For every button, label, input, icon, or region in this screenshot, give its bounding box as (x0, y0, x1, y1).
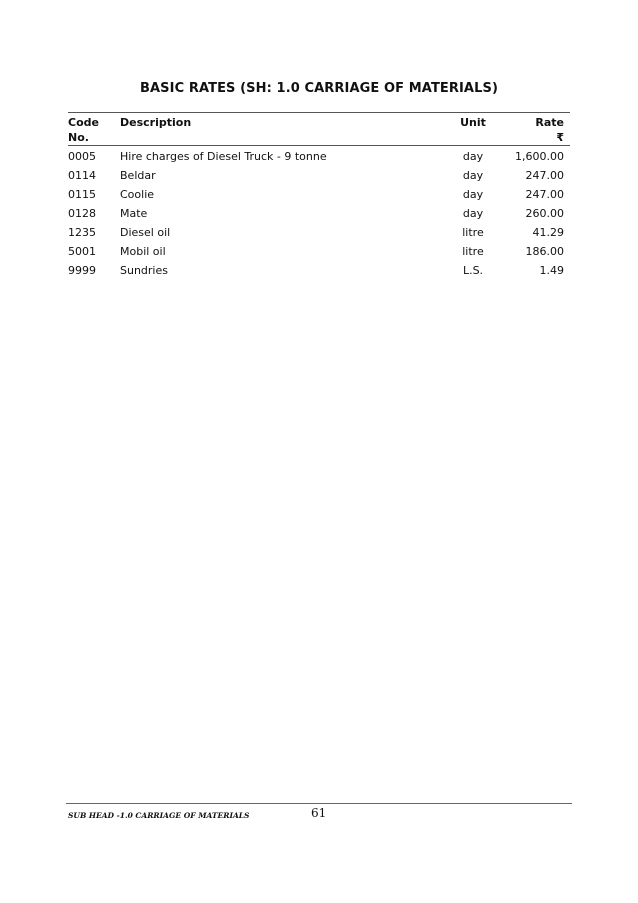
row-rate: 186.00 (525, 245, 564, 258)
row-code: 1235 (68, 226, 96, 239)
row-unit: day (462, 207, 484, 220)
table-top-rule (68, 112, 570, 113)
header-code-line1: Code (68, 116, 99, 129)
table-row (0, 150, 638, 169)
row-description: Diesel oil (120, 226, 171, 239)
row-rate: 247.00 (525, 188, 564, 201)
row-description: Sundries (120, 264, 168, 277)
row-unit: day (462, 169, 484, 182)
row-description: Hire charges of Diesel Truck - 9 tonne (120, 150, 327, 163)
row-description: Mobil oil (120, 245, 166, 258)
table-row (0, 169, 638, 188)
row-unit: L.S. (462, 264, 484, 277)
row-unit: litre (462, 226, 484, 239)
header-rate (535, 115, 564, 145)
header-rate-label: Rate (535, 116, 564, 129)
row-description: Coolie (120, 188, 155, 201)
table-row (0, 264, 638, 283)
table-row (0, 245, 638, 264)
header-bottom-rule (68, 145, 570, 146)
rupee-icon: ₹ (556, 131, 564, 144)
row-code: 0115 (68, 188, 96, 201)
header-code-line2: No. (68, 131, 89, 144)
rates-table-body (0, 150, 638, 283)
header-unit: Unit (460, 116, 486, 129)
header-description: Description (120, 116, 192, 129)
row-unit: day (462, 188, 484, 201)
row-unit: litre (462, 245, 484, 258)
row-rate: 247.00 (525, 169, 564, 182)
row-code: 0005 (68, 150, 96, 163)
row-unit: day (462, 150, 484, 163)
table-row (0, 207, 638, 226)
page-number: 61 (311, 806, 327, 820)
row-rate: 1.49 (539, 264, 564, 277)
row-rate: 1,600.00 (515, 150, 564, 163)
table-row (0, 226, 638, 245)
row-code: 5001 (68, 245, 96, 258)
row-rate: 260.00 (525, 207, 564, 220)
table-row (0, 188, 638, 207)
footer-subhead: SUB HEAD -1.0 CARRIAGE OF MATERIALS (68, 811, 250, 820)
row-description: Beldar (120, 169, 156, 182)
page-title: BASIC RATES (SH: 1.0 CARRIAGE OF MATERIALS) (140, 81, 498, 96)
row-code: 0114 (68, 169, 96, 182)
header-code (68, 115, 99, 145)
row-description: Mate (120, 207, 148, 220)
row-code: 9999 (68, 264, 96, 277)
row-rate: 41.29 (532, 226, 564, 239)
footer-rule (66, 803, 572, 804)
row-code: 0128 (68, 207, 96, 220)
